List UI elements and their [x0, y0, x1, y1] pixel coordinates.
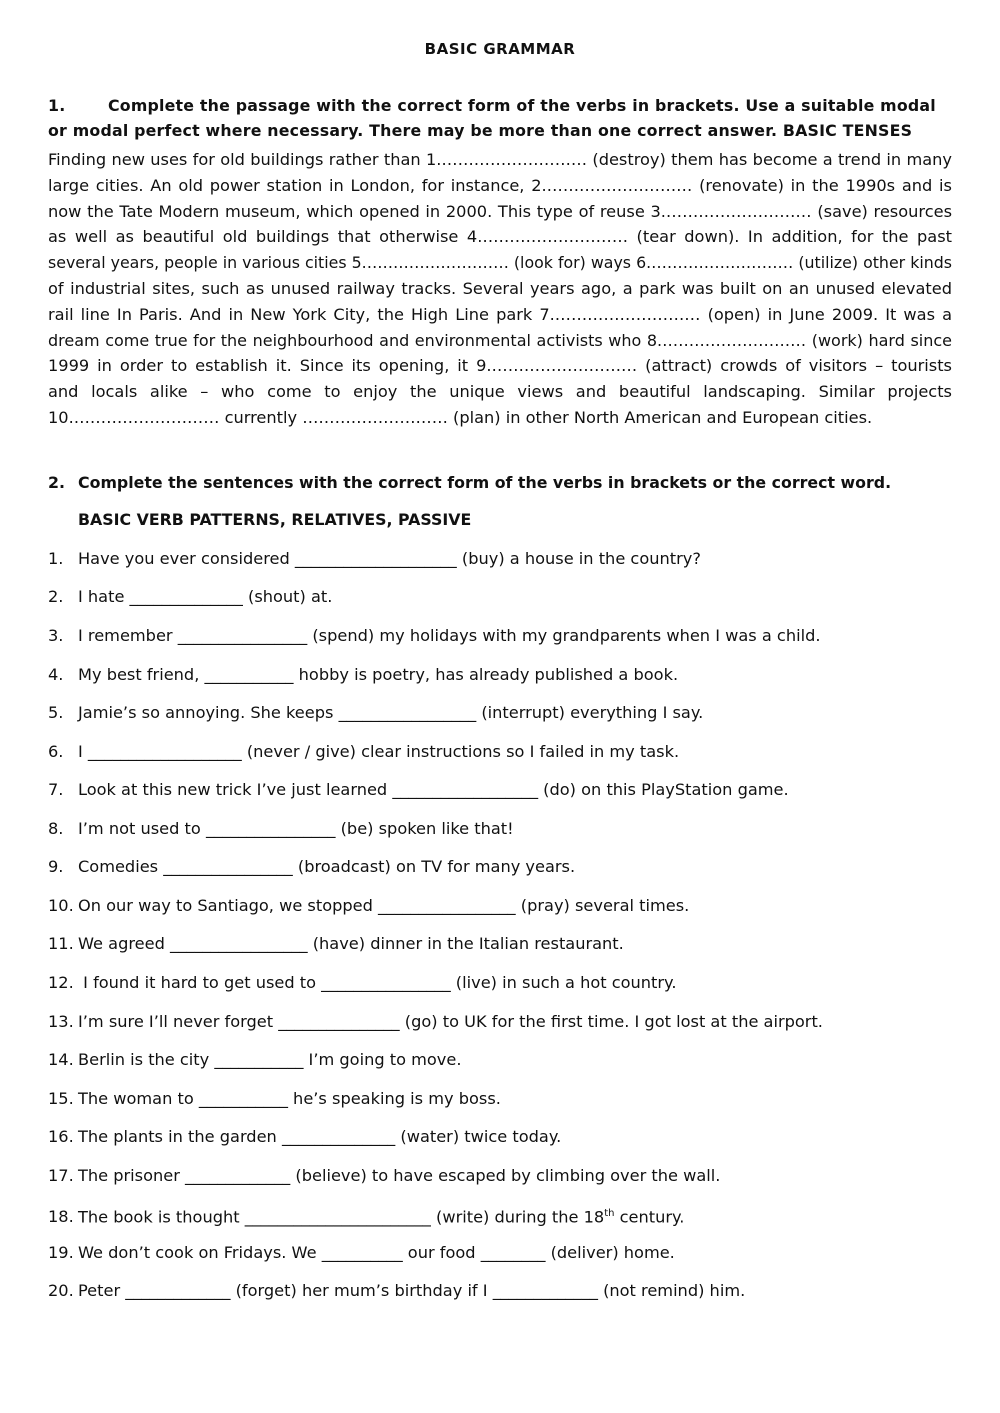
item-number: 7. — [48, 780, 64, 799]
section-2-instruction — [48, 471, 952, 495]
item-text: Jamie’s so annoying. She keeps _________________ (interrupt) everything I say. — [78, 703, 704, 722]
exercise-item — [48, 663, 678, 687]
section-1-instruction — [48, 93, 952, 143]
exercise-item — [48, 547, 701, 571]
exercise-item — [48, 1125, 561, 1149]
item-superscript: th — [604, 1208, 615, 1219]
passage-line: now the Tate Modern museum, which opened in 2000. This type of reuse 3.……………………… (save) resources — [48, 201, 952, 221]
exercise-item — [48, 1048, 462, 1072]
exercise-item — [48, 624, 821, 648]
item-text: Peter _____________ (forget) her mum’s birthday if I _____________ (not remind) him. — [78, 1281, 746, 1300]
exercise-item — [48, 778, 789, 802]
passage-line: several years, people in various cities 5.……………………… (look for) ways 6.……………………… (utilize) other kinds — [48, 253, 952, 273]
item-number: 20. — [48, 1281, 74, 1300]
exercise-item — [48, 894, 689, 918]
item-number: 6. — [48, 742, 64, 761]
item-number: 19. — [48, 1243, 74, 1262]
item-text: We don’t cook on Fridays. We __________ our food ________ (deliver) home. — [78, 1243, 675, 1262]
section-2-instruction-text: Complete the sentences with the correct form of the verbs in brackets or the correct word. — [78, 473, 892, 492]
item-number: 14. — [48, 1050, 74, 1069]
item-text: The plants in the garden ______________ (water) twice today. — [78, 1127, 562, 1146]
section-1-passage — [48, 147, 952, 431]
item-number: 13. — [48, 1012, 74, 1031]
item-number: 16. — [48, 1127, 74, 1146]
passage-line: as well as beautiful old buildings that otherwise 4.……………………… (tear down). In addition, for the past — [48, 227, 952, 247]
exercise-item — [48, 1164, 720, 1188]
passage-line: large cities. An old power station in London, for instance, 2.……………………… (renovate) in the 1990s and is — [48, 175, 952, 195]
item-number: 1. — [48, 549, 64, 568]
passage-line: of industrial sites, such as unused railway tracks. Several years ago, a park was built on an unused elevated — [48, 278, 952, 298]
passage-line: rail line In Paris. And in New York City, the High Line park 7.……………………… (open) in June 2009. It was a — [48, 304, 952, 324]
exercise-item — [48, 1010, 823, 1034]
item-number: 4. — [48, 665, 64, 684]
item-number: 11. — [48, 934, 74, 953]
section-1-number: 1. — [48, 96, 66, 115]
item-text: We agreed _________________ (have) dinner in the Italian restaurant. — [78, 934, 624, 953]
item-number: 8. — [48, 819, 64, 838]
section-1-instruction-text: Complete the passage with the correct form of the verbs in brackets. Use a suitable modal or modal perfect where necessary. There may be more than one correct answer. BASIC TENSES — [48, 96, 936, 140]
item-text-after: century. — [614, 1207, 685, 1227]
passage-line: Finding new uses for old buildings rather than 1.……………………… (destroy) them has become a trend in many — [48, 150, 952, 169]
exercise-item — [48, 855, 575, 879]
item-text: Comedies ________________ (broadcast) on TV for many years. — [78, 857, 576, 876]
exercise-item — [48, 701, 703, 725]
exercise-item — [48, 817, 514, 841]
item-text: I found it hard to get used to ________________ (live) in such a hot country. — [78, 973, 677, 992]
exercise-item — [48, 1279, 745, 1303]
exercise-item — [48, 740, 679, 764]
item-number: 17. — [48, 1166, 74, 1185]
item-number: 10. — [48, 896, 74, 915]
passage-line: and locals alike – who come to enjoy the unique views and beautiful landscaping. Similar projects — [48, 382, 952, 402]
item-number: 5. — [48, 703, 64, 722]
item-number: 15. — [48, 1089, 74, 1108]
passage-line: dream come true for the neighbourhood and environmental activists who 8.……………………… (work) hard since — [48, 330, 952, 350]
item-number: 3. — [48, 626, 64, 645]
item-text: I hate ______________ (shout) at. — [78, 587, 333, 606]
item-text: On our way to Santiago, we stopped _________________ (pray) several times. — [78, 896, 690, 915]
item-number: 18. — [48, 1207, 74, 1227]
exercise-item — [48, 932, 624, 956]
section-2-subheading: BASIC VERB PATTERNS, RELATIVES, PASSIVE — [78, 510, 472, 529]
item-text: The book is thought _______________________ (write) during the 18 — [78, 1207, 605, 1227]
item-text: I remember ________________ (spend) my holidays with my grandparents when I was a child. — [78, 626, 821, 645]
item-text: I’m not used to ________________ (be) spoken like that! — [78, 819, 514, 838]
exercise-item — [48, 1087, 501, 1111]
item-text: My best friend, ___________ hobby is poetry, has already published a book. — [78, 665, 679, 684]
item-text: I ___________________ (never / give) clear instructions so I failed in my task. — [78, 742, 680, 761]
exercise-item — [48, 971, 676, 995]
section-2-number: 2. — [48, 473, 65, 492]
item-text: Berlin is the city ___________ I’m going to move. — [78, 1050, 462, 1069]
passage-line: 1999 in order to establish it. Since its opening, it 9.……………………… (attract) crowds of visitors – tourists — [48, 356, 952, 376]
exercise-item — [48, 1202, 684, 1229]
page-title: BASIC GRAMMAR — [424, 40, 576, 58]
item-text: I’m sure I’ll never forget _______________ (go) to UK for the first time. I got lost at the airport. — [78, 1012, 823, 1031]
passage-line: 10.……………………… currently ……………………… (plan) in other North American and European cities. — [48, 407, 873, 427]
item-number: 12. — [48, 973, 74, 992]
item-text: Look at this new trick I’ve just learned __________________ (do) on this PlayStation game. — [78, 780, 789, 799]
item-number: 9. — [48, 857, 64, 876]
item-text: Have you ever considered ____________________ (buy) a house in the country? — [78, 549, 701, 568]
item-text: The woman to ___________ he’s speaking is my boss. — [78, 1089, 501, 1108]
exercise-item — [48, 585, 332, 609]
exercise-item — [48, 1241, 675, 1265]
item-text: The prisoner _____________ (believe) to have escaped by climbing over the wall. — [78, 1166, 721, 1185]
item-number: 2. — [48, 587, 64, 606]
